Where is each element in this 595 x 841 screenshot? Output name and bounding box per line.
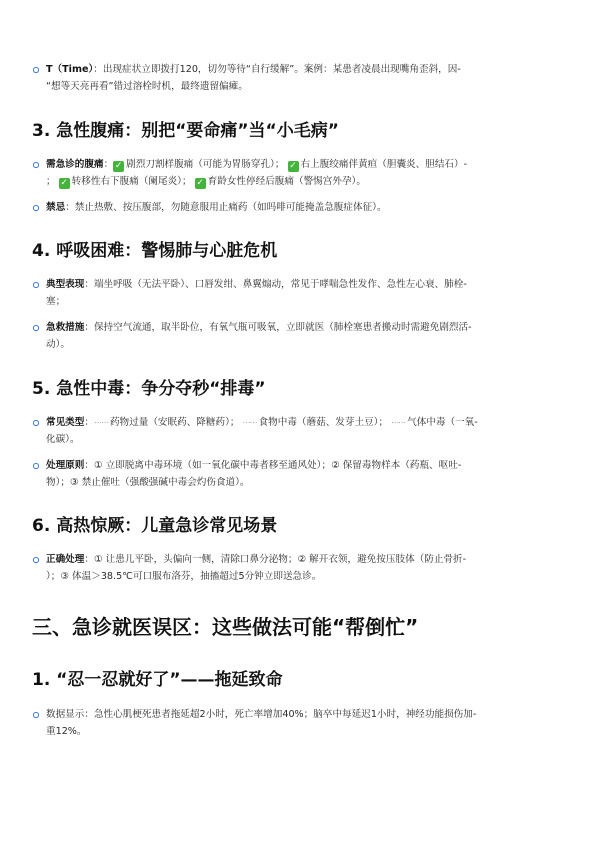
list-item-fever-handling	[46, 551, 578, 585]
item-line: 处理原则：① 立即脱离中毒环境（如一氧化碳中毒者移至通风处）；② 保留毒物样本（药瓶、呕吐-	[46, 460, 462, 471]
item-line: 化碳）。	[46, 434, 80, 445]
heading-poisoning: 5. 急性中毒：争分夺秒“排毒”	[32, 379, 266, 399]
item-line: 正确处理：① 让患儿平卧，头偏向一侧，清除口鼻分泌物；② 解开衣领，避免按压肢体（防止骨折-	[46, 554, 467, 565]
heading-fever: 6. 高热惊厥：儿童急诊常见场景	[32, 516, 278, 536]
item-line: “想等天亮再看”错过溶栓时机，最终遗留偏瘫。	[46, 81, 248, 92]
bullet-icon	[33, 162, 39, 168]
list-item-poison-types	[46, 414, 578, 448]
list-item-abdomen-ban	[46, 199, 578, 216]
ellipsis-icon: ⋯⋯	[242, 418, 257, 427]
item-label: 禁忌	[46, 202, 66, 213]
ellipsis-icon: ⋯⋯	[391, 418, 406, 427]
bullet-icon	[33, 420, 39, 426]
heading-delay: 1. “忍一忍就好了”——拖延致命	[32, 670, 283, 690]
item-text: ：出现症状立即拨打120，切勿等待“自行缓解”。案例：某患者凌晨出现嘴角歪斜，因-	[93, 64, 461, 75]
check-icon: ✓	[114, 161, 123, 171]
item-label: 处理原则	[46, 460, 85, 471]
heading-respiratory: 4. 呼吸困难：警惕肺与心脏危机	[32, 241, 278, 261]
check-icon: ✓	[289, 161, 297, 171]
bullet-icon	[33, 712, 39, 718]
list-item-poison-handling	[46, 457, 578, 491]
bullet-icon	[33, 205, 39, 211]
check-icon: ✓	[196, 178, 204, 188]
item-label: 需急诊的腹痛	[46, 159, 104, 170]
item-line: 典型表现：端坐呼吸（无法平卧）、口唇发绀、鼻翼煽动，常见于哮喘急性发作、急性左心衰、肺栓-	[46, 279, 467, 290]
item-line: 数据显示：急性心肌梗死患者拖延超2小时，死亡率增加40%；脑卒中每延迟1小时，神经功能损伤加-	[46, 709, 477, 720]
item-line: 需急诊的腹痛： ✓ 剧烈刀割样腹痛（可能为胃肠穿孔）； ✓ 右上腹绞痛伴黄疸（胆囊炎、胆结石）-	[46, 159, 468, 171]
bullet-icon	[33, 282, 39, 288]
check-icon: ✓	[60, 178, 68, 188]
bullet-icon	[33, 325, 39, 331]
item-label: 正确处理	[46, 554, 85, 565]
item-line: 重12%。	[46, 726, 87, 737]
item-label: T（Time）	[46, 64, 94, 75]
list-item-resp-first-aid	[46, 319, 578, 353]
list-item-resp-typical	[46, 276, 578, 310]
list-item-time	[46, 61, 578, 95]
item-line: 物）；③ 禁止催吐（强酸强碱中毒会灼伤食道）。	[46, 477, 250, 488]
item-line: 动）。	[46, 339, 70, 350]
item-line: 塞；	[46, 296, 66, 307]
item-line: 常见类型：⋯⋯ 药物过量（安眠药、降糖药）； ⋯⋯ 食物中毒（蘑菇、发芽土豆）； ⋯⋯ 气体中毒（一氧-	[46, 417, 478, 428]
item-line	[46, 61, 578, 78]
item-line: 急救措施：保持空气流通，取半卧位，有氧气瓶可吸氧，立即就医（肺栓塞患者搬动时需避免剧烈活-	[46, 322, 472, 333]
bullet-icon	[33, 557, 39, 563]
item-line: ； ✓ 转移性右下腹痛（阑尾炎）； ✓ 育龄女性停经后腹痛（警惕宫外孕）。	[46, 176, 366, 188]
item-label: 急救措施	[46, 322, 85, 333]
heading-section-3: 三、急诊就医误区：这些做法可能“帮倒忙”	[32, 615, 419, 639]
item-line: 禁忌：禁止热敷、按压腹部，勿随意服用止痛药（如吗啡可能掩盖急腹症体征）。	[46, 202, 387, 213]
ellipsis-icon: ⋯⋯	[93, 418, 108, 427]
list-item-data-display	[46, 706, 578, 740]
item-line: ）；③ 体温＞38.5℃可口服布洛芬，抽搐超过5分钟立即送急诊。	[46, 571, 322, 582]
heading-abdomen: 3. 急性腹痛：别把“要命痛”当“小毛病”	[32, 121, 339, 141]
bullet-icon	[33, 463, 39, 469]
bullet-icon	[33, 67, 39, 73]
item-label: 常见类型	[46, 417, 85, 428]
list-item-abdomen-urgent	[46, 156, 578, 190]
item-label: 典型表现	[46, 279, 85, 290]
